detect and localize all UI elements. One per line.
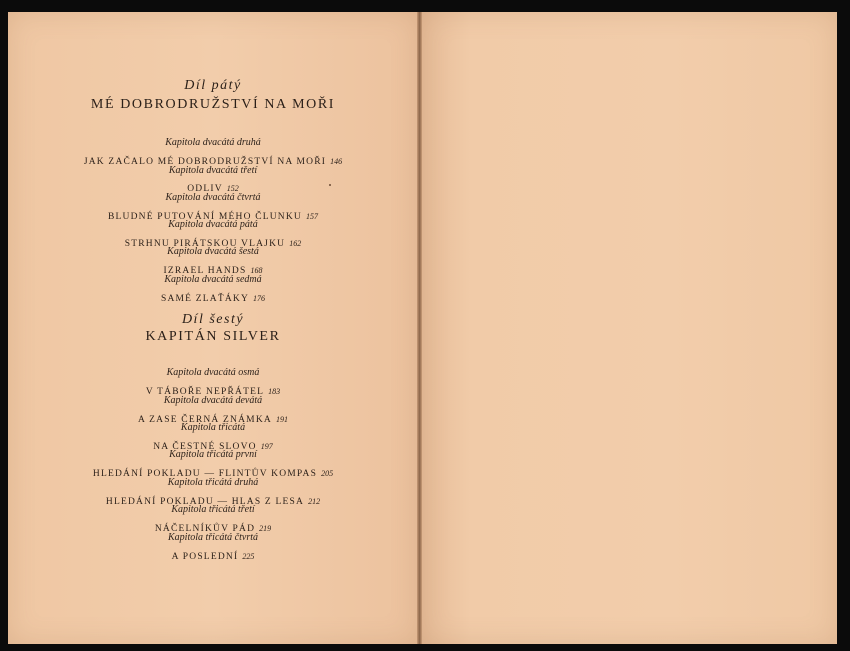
chapter-label: Kapitola třicátá první	[169, 449, 257, 460]
page-number: 168	[250, 266, 263, 275]
chapter-label: Kapitola dvacátá šestá	[167, 246, 259, 257]
page-number: 191	[275, 415, 288, 424]
chapter-title: STRHNU PIRÁTSKOU VLAJKU	[124, 239, 286, 249]
part-title: KAPITÁN SILVER	[145, 329, 281, 344]
page-number: 212	[308, 497, 321, 506]
page-number: 225	[242, 552, 255, 561]
chapter-title: BLUDNÉ PUTOVÁNÍ MÉHO ČLUNKU	[108, 212, 302, 222]
chapter-label: Kapitola dvacátá třetí	[168, 165, 258, 176]
chapter-title: SAMÉ ZLAŤÁKY	[160, 294, 250, 304]
chapter-title: V TÁBOŘE NEPŘÁTEL	[145, 387, 265, 397]
chapter-entry	[8, 288, 418, 306]
page-number: 146	[330, 157, 343, 166]
part-title: MÉ DOBRODRUŽSTVÍ NA MOŘI	[90, 97, 336, 112]
chapter-title: NA ČESTNÉ SLOVO	[153, 442, 257, 452]
chapter-title: A POSLEDNÍ	[171, 552, 239, 562]
part-label: Díl šestý	[181, 312, 245, 327]
chapter-title: JAK ZAČALO MÉ DOBRODRUŽSTVÍ NA MOŘI	[83, 157, 327, 167]
page-number: 219	[259, 524, 272, 533]
chapter-label: Kapitola třicátá	[180, 422, 246, 433]
page-number: 183	[268, 387, 281, 396]
chapter-entry	[8, 546, 418, 564]
chapter-title: ODLIV	[187, 184, 223, 194]
chapter-title: HLEDÁNÍ POKLADU — FLINTŮV KOMPAS	[92, 469, 318, 479]
chapter-label: Kapitola dvacátá druhá	[165, 137, 261, 148]
table-of-contents	[8, 12, 418, 644]
chapter-label: Kapitola dvacátá čtvrtá	[165, 192, 261, 203]
chapter-title: A ZASE ČERNÁ ZNÁMKA	[138, 415, 272, 425]
chapter-label: Kapitola třicátá čtvrtá	[168, 532, 258, 543]
chapter-label: Kapitola třicátá druhá	[167, 477, 259, 488]
page-number: 157	[305, 212, 318, 221]
page-number: 162	[289, 239, 302, 248]
paper-fleck	[329, 184, 331, 186]
part-label: Díl pátý	[184, 78, 242, 93]
chapter-title: NÁČELNÍKŮV PÁD	[154, 524, 256, 534]
page-number: 176	[253, 294, 266, 303]
page-number: 197	[260, 442, 273, 451]
chapter-label: Kapitola dvacátá sedmá	[164, 274, 262, 285]
page-number: 205	[321, 469, 334, 478]
right-page	[421, 12, 837, 644]
page-number: 152	[226, 184, 239, 193]
chapter-title: IZRAEL HANDS	[163, 266, 247, 276]
chapter-title: HLEDÁNÍ POKLADU — HLAS Z LESA	[105, 497, 305, 507]
chapter-label: Kapitola dvacátá pátá	[168, 219, 258, 230]
chapter-label: Kapitola třicátá třetí	[171, 504, 255, 515]
chapter-label: Kapitola dvacátá osmá	[166, 367, 260, 378]
chapter-label: Kapitola dvacátá devátá	[163, 395, 263, 406]
